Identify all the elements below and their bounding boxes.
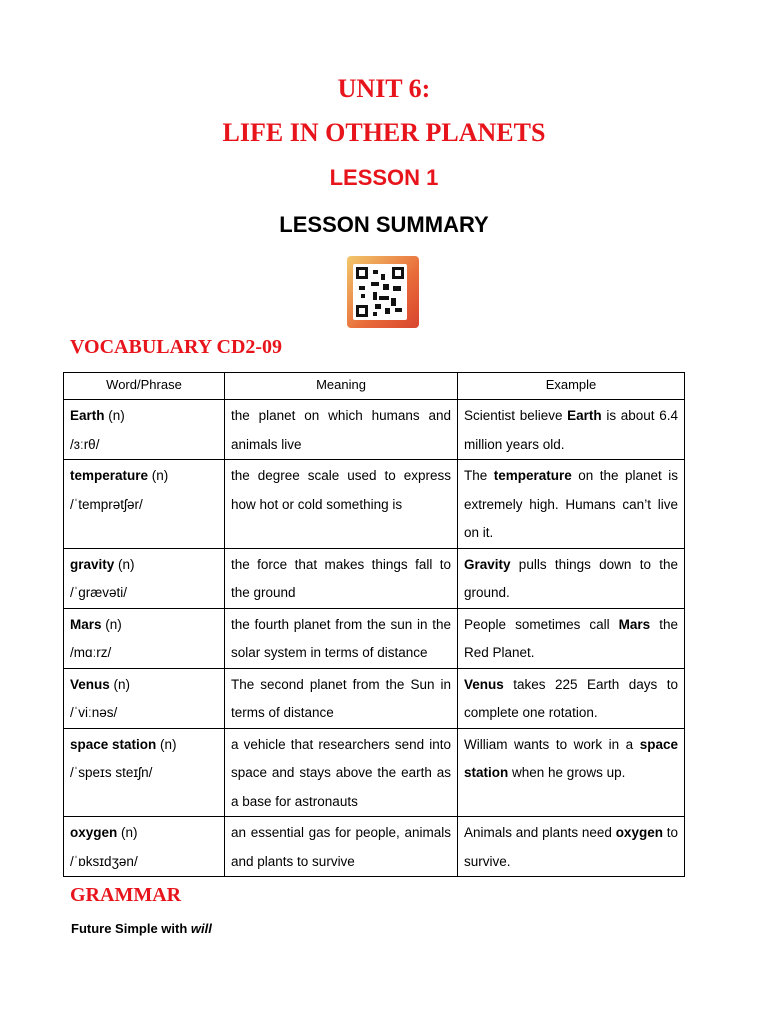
meaning-cell: The second planet from the Sun in terms of distance bbox=[225, 668, 458, 728]
unit-name: LIFE IN OTHER PLANETS bbox=[222, 118, 546, 147]
word-ipa: /mɑːrz/ bbox=[70, 645, 112, 660]
word-ipa: /ˈɡrævəti/ bbox=[70, 585, 128, 600]
column-header-meaning: Meaning bbox=[225, 373, 458, 400]
word-pos: (n) bbox=[156, 736, 177, 752]
grammar-subheading-text: Future Simple with bbox=[71, 921, 191, 936]
lesson-title: LESSON 1 bbox=[329, 165, 439, 190]
word-ipa: /ˈtemprətʃər/ bbox=[70, 496, 143, 512]
vocabulary-table bbox=[63, 372, 685, 877]
word-term: Earth bbox=[70, 408, 105, 423]
example-text: pulls things down to the ground. bbox=[464, 556, 678, 600]
example-cell bbox=[458, 400, 685, 460]
word-ipa: /ˈspeɪs steɪʃn/ bbox=[70, 765, 153, 780]
word-cell bbox=[64, 608, 225, 668]
meaning-cell: the planet on which humans and animals live bbox=[225, 400, 458, 460]
example-text: Animals and plants need bbox=[464, 825, 616, 840]
meaning-cell: an essential gas for people, animals and plants to survive bbox=[225, 817, 458, 877]
example-text: takes 225 Earth days to complete one rotation. bbox=[464, 676, 678, 720]
meaning-cell: the degree scale used to express how hot or cold something is bbox=[225, 460, 458, 549]
word-ipa: /ˈɒksɪdʒən/ bbox=[70, 853, 138, 869]
word-term: Mars bbox=[70, 616, 102, 632]
example-keyword: space station bbox=[464, 736, 678, 780]
example-text: is about 6.4 million years old. bbox=[464, 408, 678, 452]
grammar-subheading bbox=[71, 921, 212, 936]
word-ipa: /ɜːrθ/ bbox=[70, 436, 100, 452]
example-text: Scientist believe bbox=[464, 408, 568, 423]
table-row bbox=[64, 400, 685, 460]
table-row bbox=[64, 608, 685, 668]
word-cell bbox=[64, 548, 225, 608]
meaning-cell: the fourth planet from the sun in the solar system in terms of distance bbox=[225, 608, 458, 668]
word-cell bbox=[64, 460, 225, 549]
grammar-subheading-emphasis: will bbox=[190, 921, 212, 936]
word-term: temperature bbox=[70, 468, 149, 483]
table-row bbox=[64, 460, 685, 549]
unit-title: UNIT 6: bbox=[337, 74, 431, 103]
example-text: William wants to work in a bbox=[464, 736, 640, 752]
word-pos: (n) bbox=[101, 616, 122, 632]
example-keyword: Gravity bbox=[464, 556, 511, 572]
example-keyword: Venus bbox=[464, 676, 504, 692]
table-row bbox=[64, 668, 685, 728]
example-text: on the planet is extremely high. Humans can’t live on it. bbox=[464, 468, 678, 540]
word-ipa: /ˈviːnəs/ bbox=[70, 705, 118, 720]
column-header-word: Word/Phrase bbox=[64, 373, 225, 400]
example-cell bbox=[458, 728, 685, 817]
example-text: The bbox=[464, 468, 494, 483]
example-cell bbox=[458, 548, 685, 608]
word-term: oxygen bbox=[70, 825, 118, 840]
example-keyword: temperature bbox=[493, 468, 572, 483]
word-cell bbox=[64, 400, 225, 460]
example-text: People sometimes call bbox=[464, 616, 619, 632]
word-term: space station bbox=[70, 736, 157, 752]
example-cell bbox=[458, 608, 685, 668]
word-pos: (n) bbox=[109, 676, 131, 692]
lesson-summary-heading: LESSON SUMMARY bbox=[279, 212, 489, 237]
example-keyword: Earth bbox=[567, 408, 602, 423]
meaning-cell: a vehicle that researchers send into space and stays above the earth as a base for astronauts bbox=[225, 728, 458, 817]
table-row bbox=[64, 728, 685, 817]
column-header-example: Example bbox=[458, 373, 685, 400]
example-text: when he grows up. bbox=[508, 765, 626, 780]
example-cell bbox=[458, 817, 685, 877]
word-pos: (n) bbox=[148, 468, 169, 483]
example-text: the Red Planet. bbox=[464, 616, 678, 660]
table-row bbox=[64, 817, 685, 877]
table-header-row bbox=[64, 373, 685, 400]
word-cell bbox=[64, 668, 225, 728]
word-cell bbox=[64, 728, 225, 817]
meaning-cell: the force that makes things fall to the ground bbox=[225, 548, 458, 608]
example-keyword: oxygen bbox=[615, 825, 663, 840]
qr-code-icon[interactable] bbox=[347, 256, 419, 328]
word-term: gravity bbox=[70, 556, 115, 572]
word-cell bbox=[64, 817, 225, 877]
word-pos: (n) bbox=[117, 825, 138, 840]
example-cell bbox=[458, 460, 685, 549]
grammar-heading: GRAMMAR bbox=[70, 884, 182, 906]
example-text: to survive. bbox=[464, 825, 678, 869]
word-pos: (n) bbox=[104, 408, 125, 423]
table-row bbox=[64, 548, 685, 608]
example-keyword: Mars bbox=[618, 616, 651, 632]
vocabulary-heading: VOCABULARY CD2-09 bbox=[70, 336, 283, 358]
word-term: Venus bbox=[70, 676, 110, 692]
word-pos: (n) bbox=[114, 556, 135, 572]
example-cell bbox=[458, 668, 685, 728]
